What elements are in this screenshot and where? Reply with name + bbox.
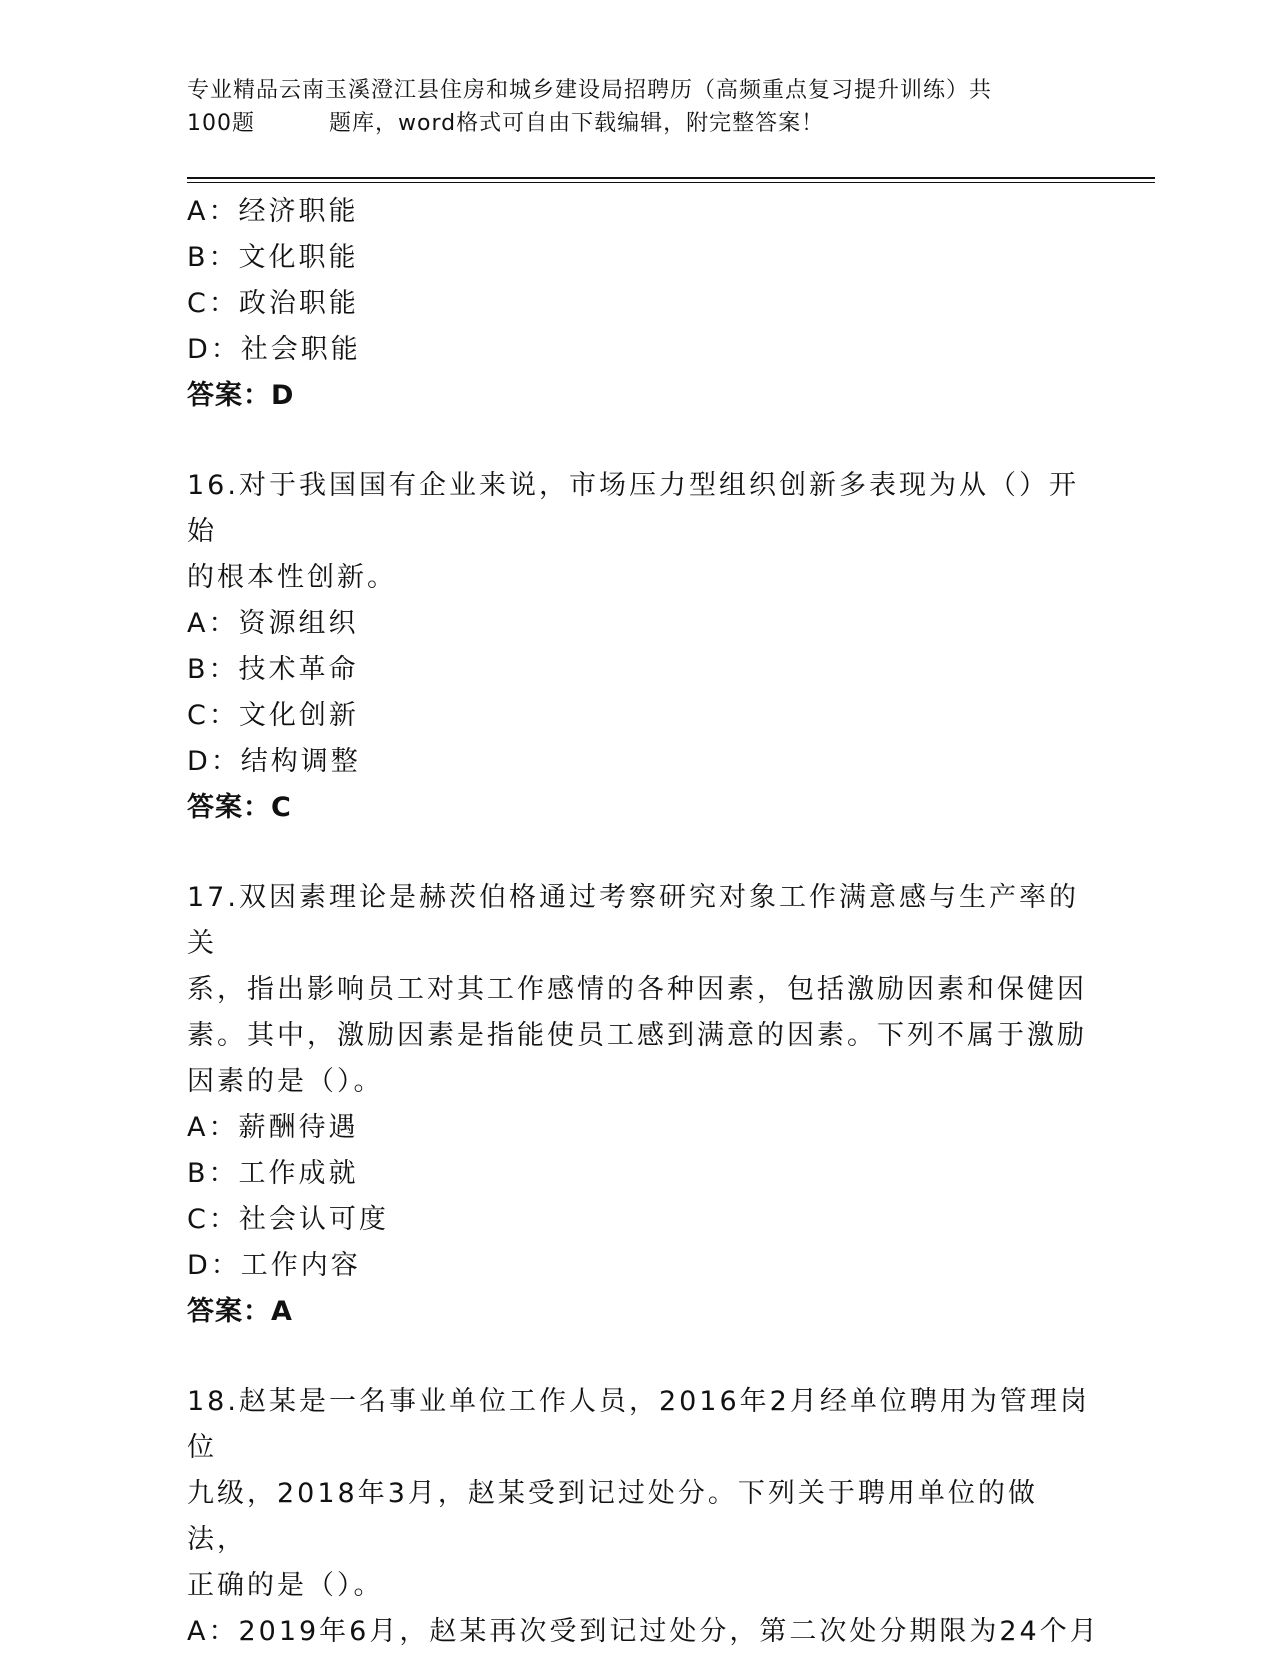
header-divider-thin <box>187 182 1155 183</box>
option-a: A：经济职能 <box>187 196 359 227</box>
answer-label: 答案：C <box>187 792 292 823</box>
option-d: D：社会职能 <box>187 334 361 365</box>
question-16 <box>187 463 1092 831</box>
option-a: A：2019年6月，赵某再次受到记过处分，第二次处分期限为24个月 <box>187 1616 1100 1647</box>
question-text-line: 正确的是（）。 <box>187 1570 384 1601</box>
option-a: A：薪酬待遇 <box>187 1112 359 1143</box>
header-line-1: 专业精品云南玉溪澄江县住房和城乡建设局招聘历（高频重点复习提升训练）共 <box>187 78 993 103</box>
option-d: D：工作内容 <box>187 1250 361 1281</box>
question-15-continuation <box>187 189 1092 419</box>
question-text-line: 17.双因素理论是赫茨伯格通过考察研究对象工作满意感与生产率的关 <box>187 882 1079 959</box>
option-c: C：政治职能 <box>187 288 359 319</box>
answer-label: 答案：A <box>187 1296 293 1327</box>
question-text-line: 系，指出影响员工对其工作感情的各种因素，包括激励因素和保健因 <box>187 974 1087 1005</box>
document-body <box>187 189 1100 1655</box>
option-c: C：文化创新 <box>187 700 359 731</box>
option-a: A：资源组织 <box>187 608 359 639</box>
question-text-line: 素。其中，激励因素是指能使员工感到满意的因素。下列不属于激励 <box>187 1020 1087 1051</box>
header-divider-thick <box>187 177 1155 179</box>
option-b: B：工作成就 <box>187 1158 359 1189</box>
question-text-line: 16.对于我国国有企业来说，市场压力型组织创新多表现为从（）开始 <box>187 470 1079 547</box>
question-text-line: 的根本性创新。 <box>187 562 397 593</box>
question-text-line: 九级，2018年3月，赵某受到记过处分。下列关于聘用单位的做法， <box>187 1478 1038 1555</box>
question-18 <box>187 1379 1100 1655</box>
header-line-2 <box>187 107 1087 140</box>
option-d: D：结构调整 <box>187 746 361 777</box>
document-header <box>187 74 1087 140</box>
header-description: 题库，word格式可自由下载编辑，附完整答案！ <box>329 111 825 136</box>
header-question-count: 100题 <box>187 111 255 136</box>
option-c: C：社会认可度 <box>187 1204 389 1235</box>
answer-label: 答案：D <box>187 380 295 411</box>
question-text-line: 因素的是（）。 <box>187 1066 384 1097</box>
question-text-line: 18.赵某是一名事业单位工作人员，2016年2月经单位聘用为管理岗位 <box>187 1386 1090 1463</box>
question-17 <box>187 875 1092 1335</box>
option-b: B：文化职能 <box>187 242 359 273</box>
option-b: B：技术革命 <box>187 654 359 685</box>
